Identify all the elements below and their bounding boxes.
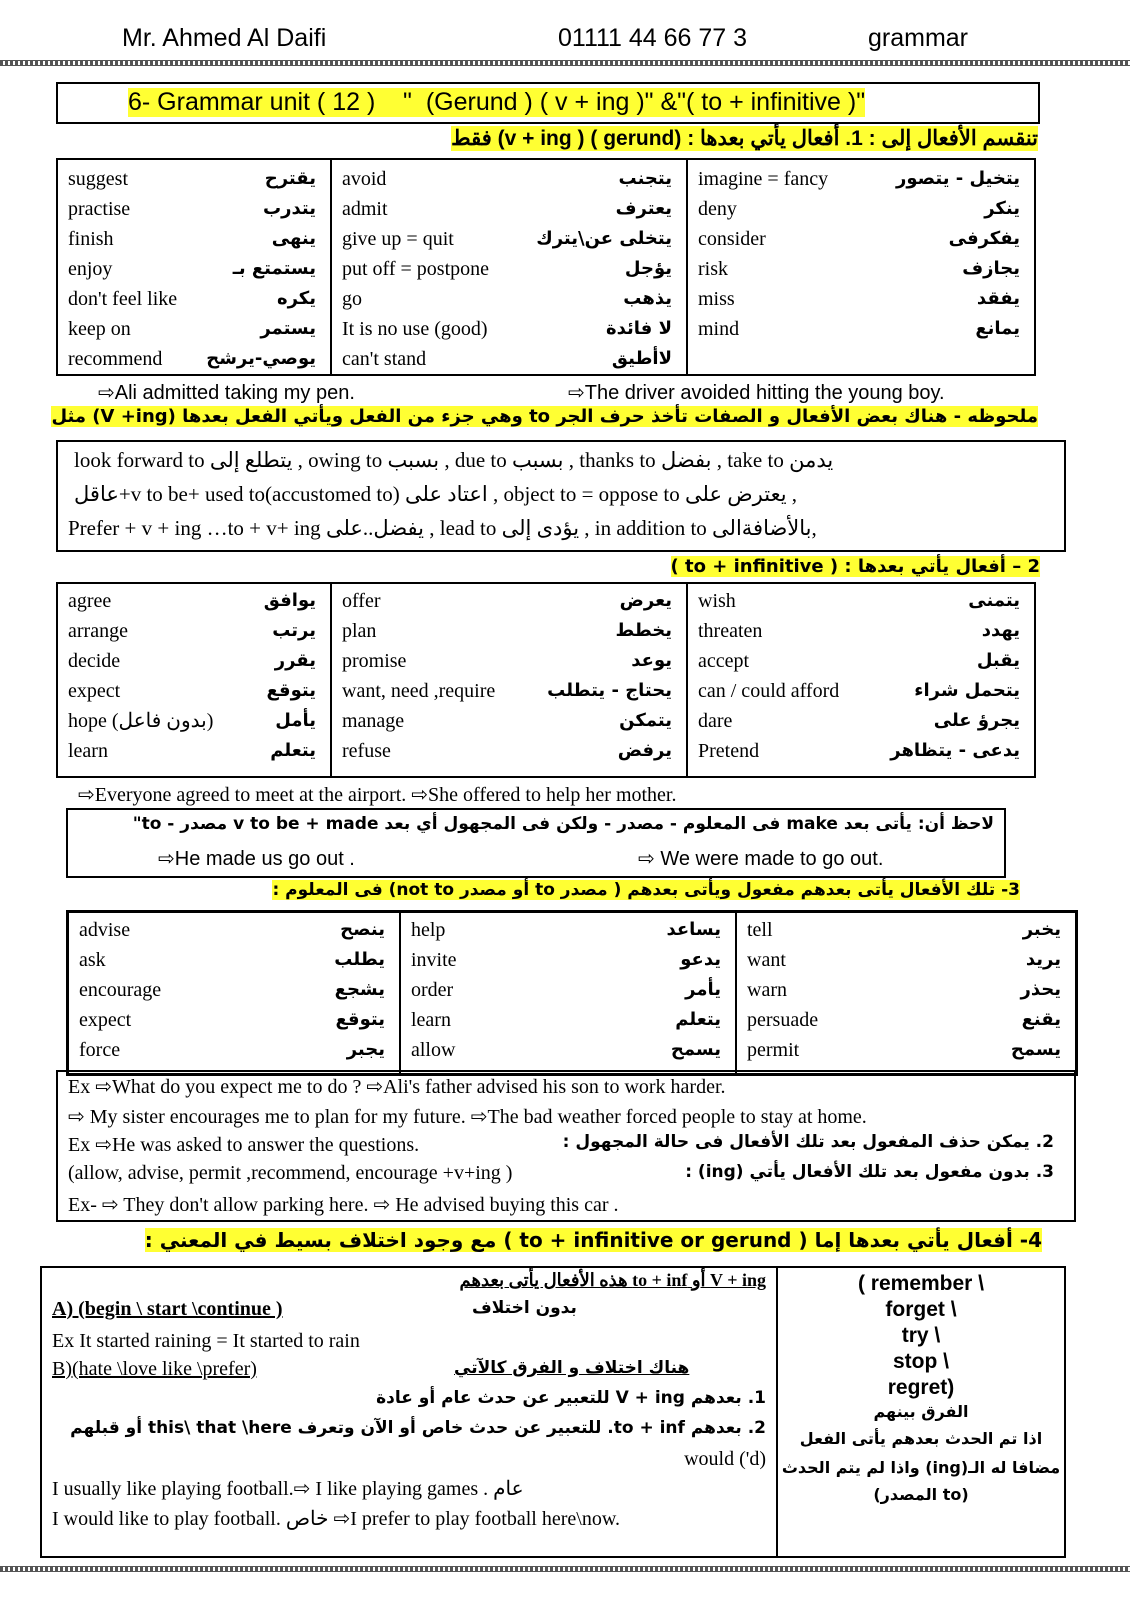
verb-english: put off = postpone — [342, 258, 490, 280]
verb-row — [332, 646, 686, 676]
s4-rule-2: 2. بعدهم to + inf. للتعبير عن حدث خاص أو الآن وتعرف this\ that \here أو قبلهم — [70, 1418, 766, 1438]
table1-col2 — [332, 160, 688, 374]
verb-english: encourage — [79, 979, 162, 1001]
table3-col3 — [737, 913, 1075, 1073]
verb-arabic: يتوقع — [335, 1009, 385, 1030]
verb-arabic: يتخلى عن\يترك — [536, 228, 672, 249]
verb-arabic: يريد — [1025, 949, 1061, 970]
verb-arabic: ينصح — [340, 919, 385, 940]
verb-row — [688, 224, 1034, 254]
verb-row — [69, 1005, 399, 1035]
verb-english: suggest — [68, 168, 128, 190]
verb-arabic: يوعد — [631, 650, 672, 671]
verb-arabic: يخبر — [1022, 919, 1061, 940]
verb-row — [688, 284, 1034, 314]
section4-left — [42, 1268, 778, 1556]
verb-english: can't stand — [342, 348, 427, 370]
verb-english: can / could afford — [698, 680, 840, 702]
difference-line2: مضافا له الـ(ing) واذا لم يتم الحدث — [781, 1458, 1061, 1477]
verb-row — [58, 284, 330, 314]
verb-arabic: يوافق — [263, 590, 316, 611]
verb-row — [58, 314, 330, 344]
s4-example-started: Ex It started raining = It started to rain — [52, 1330, 360, 1352]
verb-row — [688, 254, 1034, 284]
section3-heading: 3- تلك الأفعال يأتى بعدهم مفعول ويأتى بعدهم ( مصدر to أو مصدر not to) فى المعلوم : — [272, 880, 1020, 900]
verb-row — [332, 736, 686, 766]
verb-english: allow — [411, 1039, 456, 1061]
verb-arabic: يسمح — [670, 1039, 721, 1060]
verb-row — [401, 1035, 735, 1065]
s4-difference-note: هناك اختلاف و الفرق كالآتي — [454, 1358, 690, 1378]
section2-heading: 2 – أفعال يأتي بعدها : ( to + infinitive ) — [670, 556, 1040, 577]
verb-english: help — [411, 919, 446, 941]
verb-arabic: يرتب — [272, 620, 316, 641]
verb-english: wish — [698, 590, 736, 612]
example-were-made: ⇨ We were made to go out. — [638, 848, 884, 870]
verb-english: admit — [342, 198, 388, 220]
table1-col3 — [688, 160, 1034, 374]
prepositions-line1: look forward to يتطلع إلى , owing to بسبب , due to بسبب , thanks to بفضل , take to يدمن — [74, 448, 834, 472]
verb-english: don't feel like — [68, 288, 178, 310]
verb-arabic: يتحمل شراء — [914, 680, 1020, 701]
verb-english: order — [411, 979, 454, 1001]
verb-arabic: يأمر — [685, 979, 721, 1000]
verb-english: avoid — [342, 168, 387, 190]
verb-row — [332, 164, 686, 194]
verb-row — [688, 586, 1034, 616]
verb-row — [688, 164, 1034, 194]
verb-english: arrange — [68, 620, 128, 642]
verb-english: go — [342, 288, 362, 310]
verb-row — [401, 1005, 735, 1035]
prepositions-line3: Prefer + v + ing …to + v+ ing يفضل..على , lead to يؤدى إلى , in addition to بالأضافةالى, — [68, 516, 817, 540]
verb-arabic: يمانع — [975, 318, 1020, 339]
object-verbs-table — [66, 910, 1078, 1076]
verb-arabic: يشجع — [334, 979, 385, 1000]
verb-arabic: يطلب — [334, 949, 385, 970]
verb-english: manage — [342, 710, 405, 732]
verb-regret: regret) — [887, 1376, 955, 1399]
infinitive-verbs-table — [56, 582, 1036, 778]
verb-english: consider — [698, 228, 766, 250]
verb-english: risk — [698, 258, 728, 280]
passive-note: 2. يمكن حذف المفعول بعد تلك الأفعال فى حالة المجهول : — [562, 1132, 1054, 1152]
verb-arabic: يتمكن — [619, 710, 672, 731]
s4-example-usually: I usually like playing football.⇨ I like playing games . عام — [52, 1478, 524, 1500]
difference-line3: (to المصدر) — [873, 1485, 969, 1504]
verb-english: dare — [698, 710, 733, 732]
note-prepositions: ملحوظه - هناك بعض الأفعال و الصفات تأخذ حرف الجر to وهي جزء من الفعل ويأتي الفعل بعدها (V +ing) مثل — [51, 406, 1038, 427]
verb-arabic: يحتاج - يتطلب — [547, 680, 672, 701]
make-note: لاحظ أن: يأتى بعد make فى المعلوم - مصدر - ولكن فى المجهول أي بعد v to be + made مصدر - to" — [132, 814, 994, 834]
verb-row — [688, 706, 1034, 736]
example-parking-buying: Ex- ⇨ They don't allow parking here. ⇨ He advised buying this car . — [68, 1194, 619, 1216]
verb-arabic: يساعد — [666, 919, 721, 940]
difference-line1: اذا تم الحدث بعدهم يأتى الفعل — [799, 1429, 1043, 1448]
verb-row — [58, 194, 330, 224]
verb-row — [58, 706, 330, 736]
verb-english: force — [79, 1039, 121, 1061]
table2-col1 — [58, 584, 332, 776]
verb-english: ask — [79, 949, 106, 971]
verb-arabic: يدعو — [680, 949, 721, 970]
verb-english: agree — [68, 590, 112, 612]
prepositions-line2: عاقل+v to be+ used to(accustomed to) اعتاد على , object to = oppose to يعترض على , — [74, 482, 798, 506]
bottom-border — [0, 1566, 1130, 1572]
example-made-us: ⇨He made us go out . — [158, 848, 355, 870]
verb-row — [332, 224, 686, 254]
verb-row — [401, 945, 735, 975]
verb-arabic: لا فائدة — [606, 318, 672, 339]
verb-english: practise — [68, 198, 131, 220]
s4-group-b: B)(hate \love like \prefer) — [52, 1358, 257, 1380]
verb-english: plan — [342, 620, 377, 642]
verb-arabic: يجبر — [346, 1039, 385, 1060]
verb-row — [58, 676, 330, 706]
example-agreed-offered: ⇨Everyone agreed to meet at the airport. ⇨She offered to help her mother. — [78, 784, 677, 806]
table2-col3 — [688, 584, 1034, 776]
example-encourages-forced: ⇨ My sister encourages me to plan for my future. ⇨The bad weather forced people to stay at home. — [68, 1106, 867, 1128]
verb-english: expect — [68, 680, 121, 702]
verb-row — [332, 194, 686, 224]
verb-row — [688, 314, 1034, 344]
verb-arabic: يجرؤ على — [933, 710, 1020, 731]
verb-arabic: يذهب — [623, 288, 672, 309]
verb-english: accept — [698, 650, 750, 672]
verb-arabic: لاأطيق — [611, 348, 672, 369]
verb-english: warn — [747, 979, 787, 1001]
author-name: Mr. Ahmed Al Daifi — [122, 24, 327, 52]
difference-title: الفرق بينهم — [873, 1402, 969, 1421]
verb-english: finish — [68, 228, 114, 250]
verb-english: expect — [79, 1009, 132, 1031]
section4-heading: 4- أفعال يأتي بعدها إما ( to + infinitive or gerund ) مع وجود اختلاف بسيط في المعني : — [144, 1228, 1042, 1252]
verb-arabic: يهدد — [981, 620, 1020, 641]
verb-row — [688, 736, 1034, 766]
verb-english: deny — [698, 198, 737, 220]
verb-english: want — [747, 949, 786, 971]
verb-arabic: يتجنب — [618, 168, 672, 189]
verb-row — [737, 975, 1075, 1005]
verb-arabic: يفقد — [976, 288, 1020, 309]
verb-arabic: يدعى - يتظاهر — [890, 740, 1020, 761]
verb-arabic: يتوقع — [266, 680, 316, 701]
section1-heading: تنقسم الأفعال إلى : 1. أفعال يأتي بعدها : (gerund ) ( v + ing) فقط — [451, 127, 1038, 150]
verb-english: miss — [698, 288, 735, 310]
verb-row — [737, 945, 1075, 975]
verb-arabic: يقترح — [264, 168, 316, 189]
verb-try: try \ — [901, 1324, 941, 1347]
verb-arabic: يتدرب — [263, 198, 316, 219]
verb-row — [688, 676, 1034, 706]
verb-english: threaten — [698, 620, 763, 642]
verb-arabic: يخطط — [615, 620, 672, 641]
phone-number: 01111 44 66 77 3 — [558, 24, 748, 52]
verb-arabic: يتخيل - يتصور — [896, 168, 1020, 189]
verb-arabic: ينهى — [271, 228, 316, 249]
no-object-note: 3. بدون مفعول بعد تلك الأفعال يأتي (ing) : — [685, 1162, 1054, 1182]
verb-english: refuse — [342, 740, 391, 762]
verb-english: enjoy — [68, 258, 113, 280]
verb-english: offer — [342, 590, 381, 612]
verb-row — [332, 706, 686, 736]
verb-row — [332, 314, 686, 344]
verb-english: mind — [698, 318, 740, 340]
verb-arabic: يقبل — [976, 650, 1020, 671]
verb-arabic: يتمنى — [968, 590, 1020, 611]
verb-arabic: يحذر — [1020, 979, 1061, 1000]
verb-english: hope (بدون فاعل) — [68, 710, 214, 732]
verb-row — [69, 975, 399, 1005]
verb-row — [58, 224, 330, 254]
verb-english: want, need ,require — [342, 680, 496, 702]
verb-row — [688, 194, 1034, 224]
verb-row — [332, 676, 686, 706]
verb-row — [332, 254, 686, 284]
verb-arabic: يفكرفى — [948, 228, 1020, 249]
verb-english: learn — [68, 740, 108, 762]
example-admitted: ⇨Ali admitted taking my pen. — [98, 382, 355, 404]
example-avoided: ⇨The driver avoided hitting the young boy. — [568, 382, 945, 404]
prepositions-box — [56, 440, 1066, 552]
s4-no-difference: بدون اختلاف — [472, 1298, 577, 1318]
verb-arabic: يقنع — [1021, 1009, 1061, 1030]
verb-arabic: يكره — [276, 288, 316, 309]
verb-english: Pretend — [698, 740, 760, 762]
ing-verbs-list: (allow, advise, permit ,recommend, encourage +v+ing ) — [68, 1162, 513, 1184]
s4-intro: V + ing أو to + inf هذه الأفعال يأتى بعدهم — [459, 1270, 766, 1290]
verb-row — [69, 945, 399, 975]
verb-row — [401, 975, 735, 1005]
verb-english: advise — [79, 919, 131, 941]
verb-english: recommend — [68, 348, 163, 370]
verb-english: give up = quit — [342, 228, 454, 250]
verb-english: persuade — [747, 1009, 819, 1031]
verb-arabic: يستمر — [260, 318, 316, 339]
verb-row — [69, 915, 399, 945]
s4-example-would-like: I would like to play football. خاص ⇨I prefer to play football here\now. — [52, 1508, 620, 1530]
section4-right — [778, 1268, 1064, 1556]
s4-rule-1: 1. بعدهم V + ing للتعبير عن حدث عام أو عادة — [376, 1388, 766, 1408]
verb-forget: forget \ — [885, 1298, 957, 1321]
verb-row — [58, 736, 330, 766]
section3-examples-box — [56, 1070, 1076, 1222]
verb-row — [737, 1035, 1075, 1065]
verb-arabic: يوصي-يرشح — [206, 348, 316, 369]
verb-english: keep on — [68, 318, 131, 340]
verb-row — [58, 254, 330, 284]
verb-row — [688, 646, 1034, 676]
verb-row — [401, 915, 735, 945]
verb-arabic: يعرض — [619, 590, 672, 611]
s4-would: would ('d) — [684, 1448, 766, 1470]
verb-row — [688, 616, 1034, 646]
verb-row — [737, 915, 1075, 945]
verb-english: learn — [411, 1009, 451, 1031]
table3-col2 — [401, 913, 737, 1073]
verb-row — [332, 616, 686, 646]
verb-arabic: يسمح — [1010, 1039, 1061, 1060]
s4-group-a: A) (begin \ start \continue ) — [52, 1298, 283, 1320]
top-border — [0, 60, 1130, 66]
verb-english: permit — [747, 1039, 800, 1061]
subject-label: grammar — [868, 24, 969, 52]
verb-english: imagine = fancy — [698, 168, 829, 190]
table2-col2 — [332, 584, 688, 776]
verb-arabic: يستمتع بـ — [232, 258, 316, 279]
verb-row — [332, 284, 686, 314]
make-note-box — [66, 808, 1006, 878]
title-box — [56, 82, 1040, 124]
verb-arabic: يتعلم — [675, 1009, 721, 1030]
verb-arabic: يتعلم — [270, 740, 316, 761]
verb-arabic: يرفض — [617, 740, 672, 761]
gerund-verbs-table — [56, 158, 1036, 376]
verb-row — [69, 1035, 399, 1065]
example-asked: Ex ⇨He was asked to answer the questions. — [68, 1134, 420, 1156]
section4-box — [40, 1266, 1066, 1558]
verb-row — [58, 586, 330, 616]
verb-arabic: ينكر — [984, 198, 1020, 219]
verb-remember: ( remember \ — [857, 1272, 985, 1295]
verb-english: promise — [342, 650, 407, 672]
verb-arabic: يقرر — [274, 650, 316, 671]
verb-english: It is no use (good) — [342, 318, 488, 340]
verb-row — [58, 646, 330, 676]
verb-arabic: يعترف — [615, 198, 672, 219]
verb-english: invite — [411, 949, 457, 971]
verb-row — [332, 586, 686, 616]
verb-arabic: يجازف — [962, 258, 1020, 279]
verb-arabic: يأمل — [275, 710, 316, 731]
verb-row — [737, 1005, 1075, 1035]
example-expect-advised: Ex ⇨What do you expect me to do ? ⇨Ali's father advised his son to work harder. — [68, 1076, 726, 1098]
verb-row — [58, 164, 330, 194]
page-title: 6- Grammar unit ( 12 ) " (Gerund ) ( v + ing )" &"( to + infinitive )" — [128, 88, 866, 116]
verb-arabic: يؤجل — [624, 258, 672, 279]
verb-english: decide — [68, 650, 121, 672]
verb-row — [58, 616, 330, 646]
verb-english: tell — [747, 919, 773, 941]
verb-row — [332, 344, 686, 374]
verb-stop: stop \ — [893, 1350, 949, 1373]
table3-col1 — [69, 913, 401, 1073]
verb-row — [58, 344, 330, 374]
table1-col1 — [58, 160, 332, 374]
